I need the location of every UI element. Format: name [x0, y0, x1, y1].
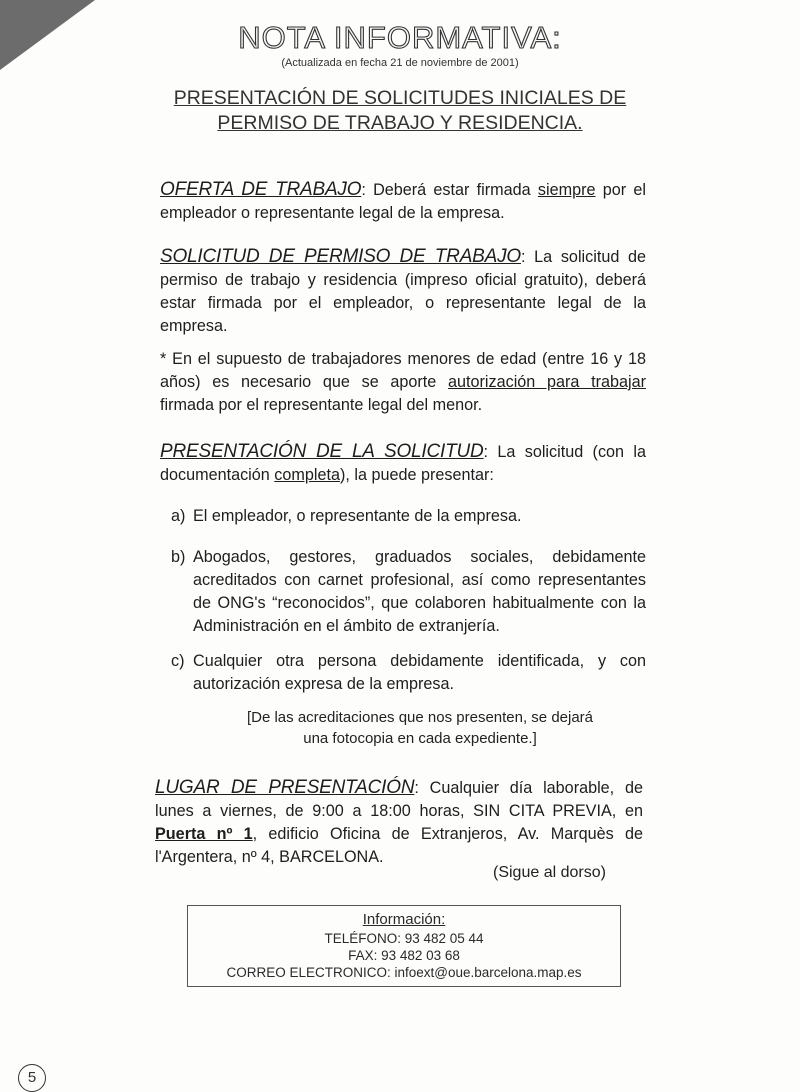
list-item-a — [171, 505, 646, 530]
underlined-text: completa — [274, 466, 340, 484]
section-text: por el empleador o representante legal de la empresa. — [160, 181, 646, 222]
page-number: 5 — [18, 1064, 46, 1092]
section-text: : La solicitud de permiso de trabajo y residencia (impreso oficial gratuito), deberá estar firmada por el empleador, o representante legal de la empresa. — [160, 248, 646, 335]
list-marker: a) — [171, 507, 186, 525]
section-text: : Cualquier día laborable, de lunes a viernes, de 9:00 a 18:00 horas, SIN CITA PREVIA, en — [155, 779, 643, 820]
section-text: ), la puede presentar: — [339, 466, 494, 484]
info-title: Información: — [362, 911, 446, 928]
section-text: : La solicitud (con la documentación — [160, 443, 646, 484]
section-solicitud-permiso — [160, 245, 646, 338]
continue-note: (Sigue al dorso) — [493, 864, 606, 881]
list-marker: c) — [171, 652, 185, 670]
acreditaciones-note — [230, 707, 610, 749]
info-fax: FAX: 93 482 03 68 — [348, 948, 460, 963]
document-subtitle: (Actualizada en fecha 21 de noviembre de 2001) — [281, 57, 519, 69]
info-box — [187, 905, 621, 987]
section-label: LUGAR DE PRESENTACIÓN — [155, 777, 415, 798]
section-text: firmada por el representante legal del menor. — [160, 396, 483, 414]
section-label: PRESENTACIÓN DE LA SOLICITUD — [160, 441, 484, 462]
underlined-text: siempre — [537, 181, 596, 199]
list-item-b — [171, 546, 646, 641]
info-email: CORREO ELECTRONICO: infoext@oue.barcelona.map.es — [226, 965, 582, 980]
section-presentacion-solicitud — [160, 440, 646, 487]
section-menores — [160, 348, 646, 417]
list-text: Abogados, gestores, graduados sociales, debidamente acreditados con carnet profesional, así como representantes de ONG's “reconocidos”, que colaboren habitualmente con la Administración en el ámbito de extranjería. — [193, 548, 646, 635]
section-text: , edificio Oficina de Extranjeros, Av. Marquès de l'Argentera, nº 4, BARCELONA. — [155, 825, 643, 866]
heading-line-1: PRESENTACIÓN DE SOLICITUDES INICIALES DE — [173, 87, 627, 109]
bold-text: Puerta nº 1 — [155, 825, 253, 843]
list-marker: b) — [171, 548, 186, 566]
section-label: SOLICITUD DE PERMISO DE TRABAJO — [160, 246, 521, 267]
document-title: NOTA INFORMATIVA: — [238, 20, 562, 55]
note-line-1: [De las acreditaciones que nos presenten, se dejará — [246, 709, 594, 726]
heading-line-2: PERMISO DE TRABAJO Y RESIDENCIA. — [217, 112, 583, 134]
document-heading — [0, 86, 800, 136]
list-text: Cualquier otra persona debidamente identificada, y con autorización expresa de la empresa. — [193, 652, 646, 693]
list-item-c — [171, 650, 646, 700]
section-oferta-trabajo — [160, 178, 646, 225]
section-label: OFERTA DE TRABAJO — [160, 179, 362, 200]
section-text: * En el supuesto de trabajadores menores de edad (entre 16 y 18 años) es necesario que se aporte — [160, 350, 646, 391]
section-lugar-presentacion — [155, 776, 643, 869]
section-text: : Deberá estar firmada — [361, 181, 538, 199]
underlined-text: autorización para trabajar — [448, 373, 646, 391]
note-line-2: una fotocopia en cada expediente.] — [303, 730, 537, 747]
list-text: El empleador, o representante de la empresa. — [193, 507, 522, 525]
info-phone: TELÉFONO: 93 482 05 44 — [324, 931, 484, 946]
